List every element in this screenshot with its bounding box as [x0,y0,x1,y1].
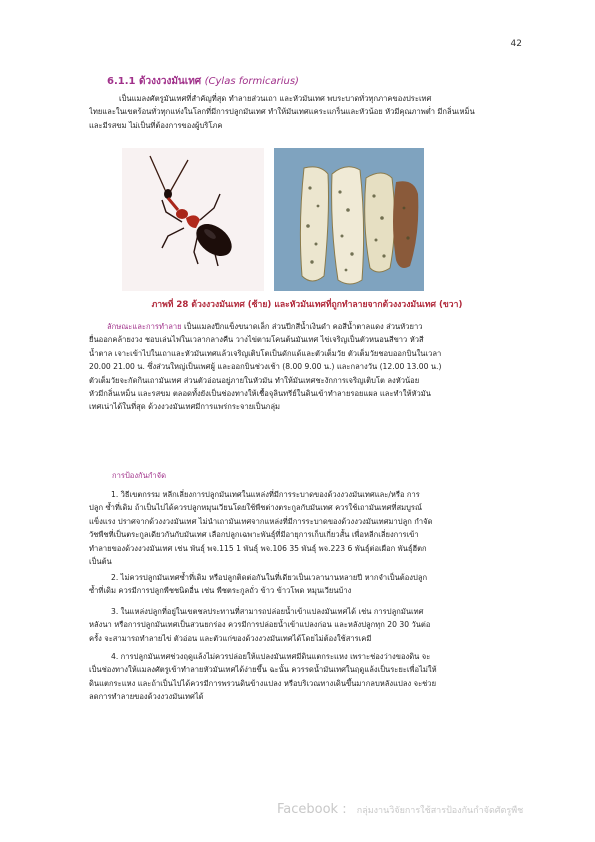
intro-paragraph [89,92,525,132]
intro-line: และมีรสขม ไม่เป็นที่ต้องการของผู้บริโภค [89,120,223,130]
control-line: ซ้ำที่เดิม ควรมีการปลูกพืชชนิดอื่น เช่น พืชตระกูลถั่ว ข้าว ข้าวโพด หมุนเวียนบ้าง [89,586,352,596]
footer-brand: Facebook : [277,802,347,817]
control-line: เป็นช่องทางให้แมลงศัตรูเข้าทำลายหัวมันเทศได้ง่ายขึ้น ฉะนั้น ควรรดน้ำมันเทศในฤดูแล้งเป็นระยะเพื่อไม่ให้ [89,665,437,675]
figure-caption: ภาพที่ 28 ด้วงงวงมันเทศ (ซ้าย) และหัวมันเทศที่ถูกทำลายจากด้วงงวงมันเทศ (ขวา) [151,300,463,310]
damaged-tuber-illustration [274,148,424,291]
damage-line: 20.00 21.00 น. ซึ่งส่วนใหญ่เป็นเพศผู้ และออกบินช่วงเช้า (8.00 9.00 น.) และกลางวัน (12.00 13.00 น.) [89,362,442,372]
control-line: แข็งแรง ปราศจากด้วงงวงมันเทศ ไม่นำเถามันเทศจากแหล่งที่มีการระบาดของด้วงงวงมันเทศมาปลูก กำจัด [89,516,433,526]
control-item-1 [89,488,525,568]
control-subheading: การป้องกันกำจัด [112,471,167,480]
damage-line: ตัวเต็มวัยจะกัดกินเถามันเทศ ส่วนตัวอ่อนอยู่ภายในหัวมัน ทำให้มันเทศชะงักการเจริญเติบโต ลงหัวน้อย [89,375,420,385]
control-item-4 [89,650,525,704]
control-line: ลดการทำลายของด้วงงวงมันเทศได้ [89,692,204,702]
control-line: ทำลายของด้วงงวงมันเทศ เช่น พันธุ์ พจ.115 1 พันธุ์ พจ.106 35 พันธุ์ พจ.223 6 พันธุ์ต่อเผือก พันธุ์ฮีตก [89,543,427,553]
photo-sweet-potato-weevil [122,148,264,291]
control-line: 1. วิธีเขตกรรม หลีกเลี่ยงการปลูกมันเทศในแหล่งที่มีการระบาดของด้วงงวงมันเทศและ/หรือ การ [111,490,420,499]
control-line: ครั้ง จะสามารถทำลายไข่ ตัวอ่อน และตัวแก่ของด้วงงวงมันเทศได้โดยไม่ต้องใช้สารเคมี [89,633,372,643]
damage-line: เทศเน่าได้ในที่สุด ด้วงงวงมันเทศมีการแพร่กระจายเป็นกลุ่ม [89,402,281,412]
heading-scientific-name: (Cylas formicarius) [204,76,299,87]
control-item-2 [89,571,525,598]
control-line: หลังนา หรือการปลูกมันเทศเป็นสวนยกร่อง ควรมีการปล่อยน้ำเข้าแปลงก่อน และหลังปลูกทุก 20 30 วันต่อ [89,620,431,630]
control-item-3 [89,605,525,645]
footer-watermark [277,802,523,817]
damage-line: น้ำตาล เจาะเข้าไปในเถาและหัวมันเทศแล้วเจริญเติบโตเป็นดักแด้และตัวเต็มวัย ตัวเต็มวัยชอบออกบินในเวลา [89,348,442,358]
section-heading [107,74,299,89]
control-line: ดินแตกระแหง และถ้าเป็นไปได้ควรมีการพรวนดินข้างแปลง หรือบริเวณทางเดินขึ้นมากลบหลังแปลง จะช่วย [89,678,437,688]
damage-line: ยื่นออกคล้ายงวง ชอบเล่นไฟในเวลากลางคืน วางไข่ตามโคนต้นมันเทศ ไข่เจริญเป็นตัวหนอนสีขาว หัวสี [89,335,424,345]
control-line: ปลูก ซ้ำที่เดิม ถ้าเป็นไปได้ควรปลูกหมุนเวียนโดยใช้พืชต่างตระกูลกับมันเทศ ควรใช้เถามันเทศที่สมบูรณ์ [89,503,423,513]
control-line: 2. ไม่ควรปลูกมันเทศซ้ำที่เดิม หรือปลูกติดต่อกันในที่เดียวเป็นเวลานานหลายปี หากจำเป็นต้องปลูก [111,573,428,582]
control-line: 3. ในแหล่งปลูกที่อยู่ในเขตชลประทานที่สามารถปล่อยน้ำเข้าแปลงมันเทศได้ เช่น การปลูกมันเทศ [111,607,424,616]
control-line: เป็นต้น [89,557,112,567]
heading-title: ด้วงงวงมันเทศ [138,76,202,87]
damage-first-line [89,320,525,333]
control-line: 4. การปลูกมันเทศช่วงฤดูแล้งไม่ควรปล่อยให้แปลงมันเทศมีดินแตกระแหง เพราะช่องว่างของดิน จะ [111,652,431,661]
intro-line: ไทยและในเขตร้อนทั่วทุกแห่งในโลกที่มีการปลูกมันเทศ ทำให้มันเทศแคระแกร็นและหัวน้อย หัวมีคุณภาพต่ำ มีกลิ่นเหม็น [89,107,475,117]
weevil-illustration [122,148,264,291]
control-line: วัชพืชที่เป็นตระกูลเดียวกันกับมันเทศ เลือกปลูกเฉพาะพันธุ์ที่มีอายุการเก็บเกี่ยวสั้น เพื่อหลีกเลี่ยงการเข้า [89,530,419,540]
damage-subheading: ลักษณะและการทำลาย [107,322,182,331]
damage-line: เป็นแมลงปีกแข็งขนาดเล็ก ส่วนปีกสีน้ำเงินดำ คอสีน้ำตาลแดง ส่วนหัวยาว [184,322,423,331]
heading-number: 6.1.1 [107,76,136,87]
intro-line: เป็นแมลงศัตรูมันเทศที่สำคัญที่สุด ทำลายส่วนเถา และหัวมันเทศ พบระบาดทั่วทุกภาคของประเทศ [119,94,432,103]
photo-damaged-tubers [274,148,424,291]
damage-line: หัวมีกลิ่นเหม็น และรสขม ตลอดทั้งยังเป็นช่องทางให้เชื้อจุลินทรีย์ในดินเข้าทำลายรอยแผล และทำให้หัวมัน [89,389,431,399]
footer-group-name: กลุ่มงานวิจัยการใช้สารป้องกันกำจัดศัตรูพืช [356,806,524,816]
page-number: 42 [510,39,522,49]
damage-paragraph [89,320,525,414]
